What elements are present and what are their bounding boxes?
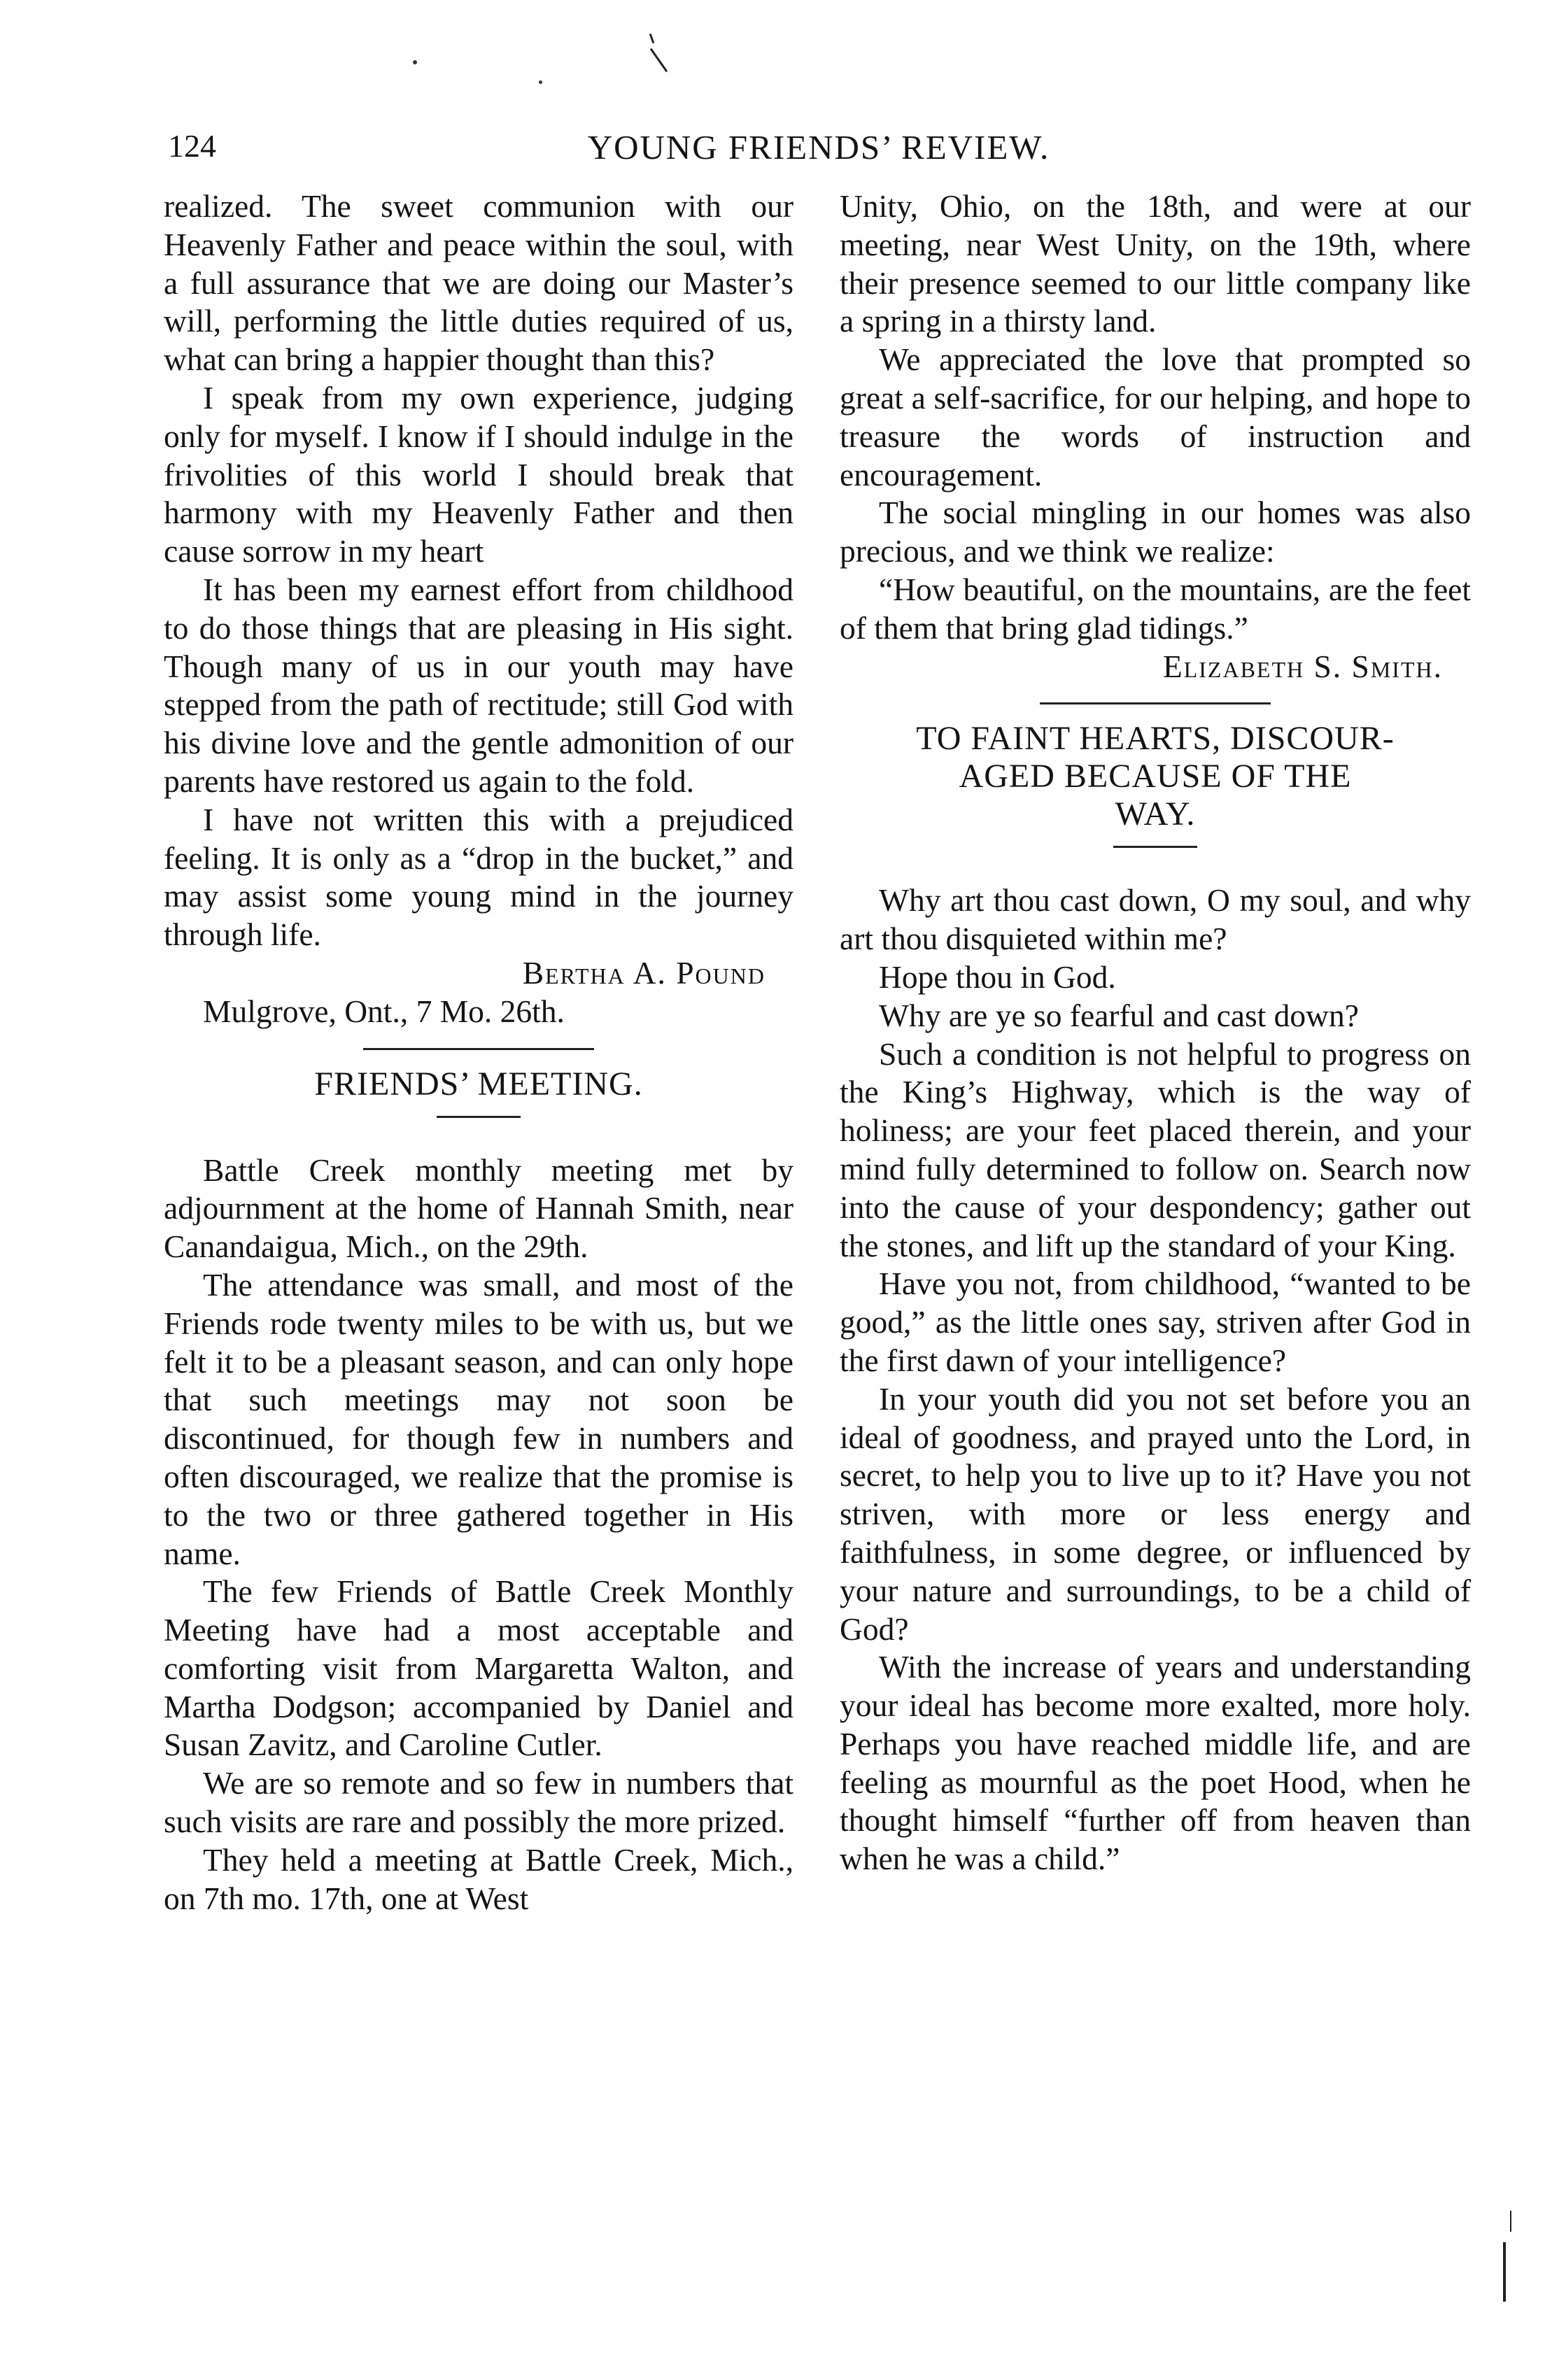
paragraph: Why art thou cast down, O my soul, and why art thou disquieted within me?: [840, 882, 1471, 957]
paragraph: Hope thou in God.: [879, 958, 1116, 995]
section-title-line: TO FAINT HEARTS, DISCOUR-: [916, 720, 1395, 758]
paragraph: With the increase of years and understanding your ideal has become more exalted, more holy. Perhaps you have reached middle life, and are feeling as mournful as the poet Hood, when he thought himself “further off from heaven than when he was a child.”: [840, 1649, 1471, 1877]
paragraph: Unity, Ohio, on the 18th, and were at our meeting, near West Unity, on the 19th, where their presence seemed to our little company like a spring in a thirsty land.: [840, 188, 1471, 339]
section-divider: [1040, 702, 1271, 704]
paragraph: The attendance was small, and most of the Friends rode twenty miles to be with us, but we felt it to be a pleasant season, and can only hope that such meetings may not soon be discontinued, for though few in numbers and often discouraged, we realize that the promise is to the two or three gathered together in His name.: [164, 1266, 793, 1571]
margin-bar: [1510, 2211, 1511, 2232]
paragraph: Have you not, from childhood, “wanted to be good,” as the little ones say, striven after God in the first dawn of your intelligence?: [840, 1266, 1471, 1378]
section-title: FRIENDS’ MEETING.: [314, 1065, 643, 1103]
paragraph: I speak from my own experience, judging only for myself. I know if I should indulge in the frivolities of this world I should break that harmony with my Heavenly Father and then cause sorrow in my heart: [164, 379, 793, 569]
running-title: YOUNG FRIENDS’ REVIEW.: [587, 128, 1050, 167]
paragraph: Such a condition is not helpful to progress on the King’s Highway, which is the way of holiness; are your feet placed therein, and your mind fully determined to follow on. Search now into the cause of your despondency; gather out the stones, and lift up the standard of your King.: [840, 1035, 1471, 1263]
scan-mark: [649, 34, 655, 43]
page-header: [161, 127, 1476, 183]
signature: Elizabeth S. Smith.: [1162, 648, 1443, 684]
page-number: 124: [168, 128, 216, 164]
paragraph: “How beautiful, on the mountains, are the feet of them that bring glad tidings.”: [840, 571, 1471, 646]
paragraph: Battle Creek monthly meeting met by adjournment at the home of Hannah Smith, near Canandaigua, Mich., on the 29th.: [164, 1152, 793, 1265]
paragraph: We are so remote and so few in numbers that such visits are rare and possibly the more prized.: [164, 1765, 793, 1840]
scan-speck: [413, 60, 417, 64]
paragraph: In your youth did you not set before you an ideal of goodness, and prayed unto the Lord, in secret, to help you to live up to it? Have you not striven, with more or less energy and faithfulness, in some degree, or influenced by your nature and surroundings, to be a child of God?: [840, 1380, 1471, 1647]
scan-mark: [650, 48, 668, 72]
place-date: Mulgrove, Ont., 7 Mo. 26th.: [203, 993, 565, 1029]
paragraph: We appreciated the love that prompted so great a self-sacrifice, for our helping, and hope to treasure the words of instruction and encouragement.: [840, 341, 1471, 493]
right-column: [840, 187, 1471, 1878]
section-title-line: WAY.: [1115, 795, 1196, 833]
paragraph: It has been my earnest effort from childhood to do those things that are pleasing in His sight. Though many of us in our youth may have stepped from the path of rectitude; still God with his divine love and the gentle admonition of our parents have restored us again to the fold.: [164, 571, 793, 799]
paragraph: The social mingling in our homes was also precious, and we think we realize:: [840, 495, 1471, 569]
paragraph: realized. The sweet communion with our Heavenly Father and peace within the soul, with a full assurance that we are doing our Master’s will, performing the little duties required of us, what can bring a happier thought than this?: [164, 188, 793, 378]
paragraph: I have not written this with a prejudiced feeling. It is only as a “drop in the bucket,” and may assist some young mind in the journey through life.: [164, 801, 793, 953]
title-rule: [437, 1116, 521, 1118]
section-divider: [363, 1048, 594, 1050]
section-title-line: AGED BECAUSE OF THE: [959, 758, 1352, 795]
scan-speck: [539, 80, 542, 84]
paragraph: The few Friends of Battle Creek Monthly Meeting have had a most acceptable and comforting visit from Margaretta Walton, and Martha Dodgson; accompanied by Daniel and Susan Zavitz, and Caroline Cutler.: [164, 1573, 793, 1763]
left-column: [164, 187, 793, 1918]
signature: Bertha A. Pound: [522, 954, 766, 991]
title-rule: [1113, 846, 1197, 848]
margin-bar: [1503, 2242, 1506, 2302]
paragraph: Why are ye so fearful and cast down?: [879, 997, 1359, 1033]
paragraph: They held a meeting at Battle Creek, Mich., on 7th mo. 17th, one at West: [164, 1841, 793, 1916]
